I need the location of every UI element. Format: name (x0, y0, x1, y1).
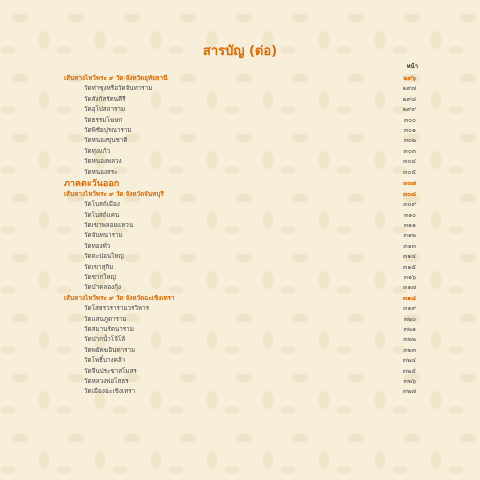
page-number: ๒๙๙ (402, 106, 416, 114)
page-number: ๓๒๓ (403, 346, 416, 354)
page-number: ๓๑๑ (403, 222, 416, 230)
temple-entry-label: วัดตะปอนใหญ่ (84, 253, 124, 261)
route-heading[interactable] (0, 294, 480, 304)
temple-entry-label: วัดโสธรวรารามวรวิหาร (84, 305, 150, 313)
temple-entry[interactable] (0, 116, 480, 126)
route-heading[interactable] (0, 74, 480, 84)
region-heading-label: ภาคตะวันออก (64, 178, 120, 189)
temple-entry[interactable] (0, 221, 480, 231)
route-heading-label: เส้นทางไหว้พระ ๙ วัด จังหวัดจันทบุรี (64, 190, 164, 198)
temple-entry-label: วัดสังกัสรัตนคีรี (84, 95, 126, 103)
temple-entry-label: วัดอุโปสถาราม (84, 106, 126, 114)
temple-entry-label: วัดพิชัยปุรณาราม (84, 126, 132, 134)
temple-entry-label: วัดโบสถ์เมือง (84, 201, 120, 209)
temple-entry-label: วัดป่าคลองกุ้ง (84, 284, 121, 292)
page-number: ๒๙๘ (402, 95, 416, 103)
page-number: ๓๐๔ (403, 158, 416, 166)
temple-entry-label: วัดโพธิ์บางคล้า (84, 357, 126, 365)
page-number: ๓๐๒ (403, 137, 416, 145)
temple-entry-label: วัดพยัคฆอินทาราม (84, 346, 136, 354)
page-number: ๓๑๕ (402, 263, 416, 271)
page-number: ๓๑๐ (403, 211, 416, 219)
temple-entry[interactable] (0, 200, 480, 210)
temple-entry[interactable] (0, 252, 480, 262)
page-number: ๓๐๓ (403, 147, 416, 155)
temple-entry-label: วัดจันทนาราม (84, 232, 123, 240)
temple-entry-label: วัดแสนภูดาราม (84, 315, 127, 323)
temple-entry[interactable] (0, 263, 480, 273)
page-number: ๓๑๙ (403, 305, 416, 313)
temple-entry[interactable] (0, 126, 480, 136)
temple-entry[interactable] (0, 356, 480, 366)
page-number: ๓๐๑ (403, 126, 416, 134)
table-of-contents (0, 74, 480, 398)
page-number: ๓๐๙ (403, 201, 416, 209)
page-number: ๓๒๐ (403, 315, 416, 323)
temple-entry[interactable] (0, 367, 480, 377)
temple-entry[interactable] (0, 242, 480, 252)
temple-entry[interactable] (0, 147, 480, 157)
temple-entry[interactable] (0, 335, 480, 345)
page-number: ๓๑๒ (403, 232, 416, 240)
route-heading-label: เส้นทางไหว้พระ ๙ วัด จังหวัดอุทัยธานี (64, 75, 168, 82)
temple-entry-label: วัดชากใหญ่ (84, 274, 116, 282)
page-number: ๓๒๔ (402, 357, 416, 365)
temple-entry[interactable] (0, 231, 480, 241)
temple-entry[interactable] (0, 273, 480, 283)
temple-entry-label: วัดหนองพลวง (84, 158, 122, 166)
temple-entry-label: วัดท่าซุงหรือวัดจันทาราม (84, 85, 153, 93)
temple-entry[interactable] (0, 157, 480, 167)
temple-entry[interactable] (0, 211, 480, 221)
page-number: ๒๙๗ (402, 85, 416, 93)
route-heading-label: เส้นทางไหว้พระ ๙ วัด จังหวัดฉะเชิงเทรา (64, 294, 175, 302)
temple-entry-label: วัดโบสถ์แคน (84, 211, 120, 219)
temple-entry[interactable] (0, 304, 480, 314)
temple-entry-label: วัดทองทั่ว (84, 242, 111, 250)
page-number: ๓๒๑ (403, 325, 416, 333)
page-number: ๒๙๖ (403, 75, 416, 82)
page-title: สารบัญ (ต่อ) (202, 44, 278, 59)
temple-entry[interactable] (0, 283, 480, 293)
temple-entry-label: วัดเขาพลอยแหวน (84, 222, 134, 230)
temple-entry-label: วัดเมืองฉะเชิงเทรา (84, 388, 136, 396)
temple-entry-label: วัดหนองสระ (84, 168, 118, 176)
temple-entry[interactable] (0, 168, 480, 178)
page-number: ๓๑๓ (403, 242, 416, 250)
page-number: ๓๒๕ (402, 367, 416, 375)
region-heading[interactable] (0, 178, 480, 190)
route-heading[interactable] (0, 190, 480, 200)
page-number: ๓๑๖ (403, 274, 416, 282)
temple-entry-label: วัดทุ่งแก้ว (84, 147, 111, 155)
page-number: ๓๐๕ (403, 168, 416, 176)
page-number: ๓๒๖ (403, 377, 416, 385)
temple-entry-label: วัดสมานรัตนาราม (84, 325, 134, 333)
temple-entry[interactable] (0, 346, 480, 356)
temple-entry[interactable] (0, 377, 480, 387)
page-number: ๓๒๒ (403, 336, 416, 344)
temple-entry[interactable] (0, 387, 480, 397)
temple-entry[interactable] (0, 105, 480, 115)
page-number: ๓๑๔ (402, 253, 416, 261)
temple-entry-label: วัดเขาสุกิม (84, 263, 114, 271)
page-number: ๓๐๗ (403, 179, 416, 187)
temple-entry-label: วัดธรรมโฆษก (84, 116, 123, 124)
temple-entry-label: วัดหลวงพ่อโสธร (84, 377, 129, 385)
page-number: ๓๑๗ (402, 284, 416, 292)
temple-entry[interactable] (0, 95, 480, 105)
temple-entry[interactable] (0, 315, 480, 325)
temple-entry-label: วัดปากน้ำโจ้โล้ (84, 336, 126, 344)
temple-entry[interactable] (0, 84, 480, 94)
page-number: ๓๒๗ (402, 388, 416, 396)
temple-entry[interactable] (0, 136, 480, 146)
temple-entry[interactable] (0, 325, 480, 335)
page-column-header: หน้า (406, 63, 418, 70)
page-number: ๓๐๘ (402, 190, 416, 198)
page-number: ๓๑๘ (402, 294, 416, 302)
temple-entry-label: วัดจีนประชาสโมสร (84, 367, 137, 375)
page-number: ๓๐๐ (404, 116, 416, 124)
temple-entry-label: วัดหนองขุนชาติ (84, 137, 128, 145)
